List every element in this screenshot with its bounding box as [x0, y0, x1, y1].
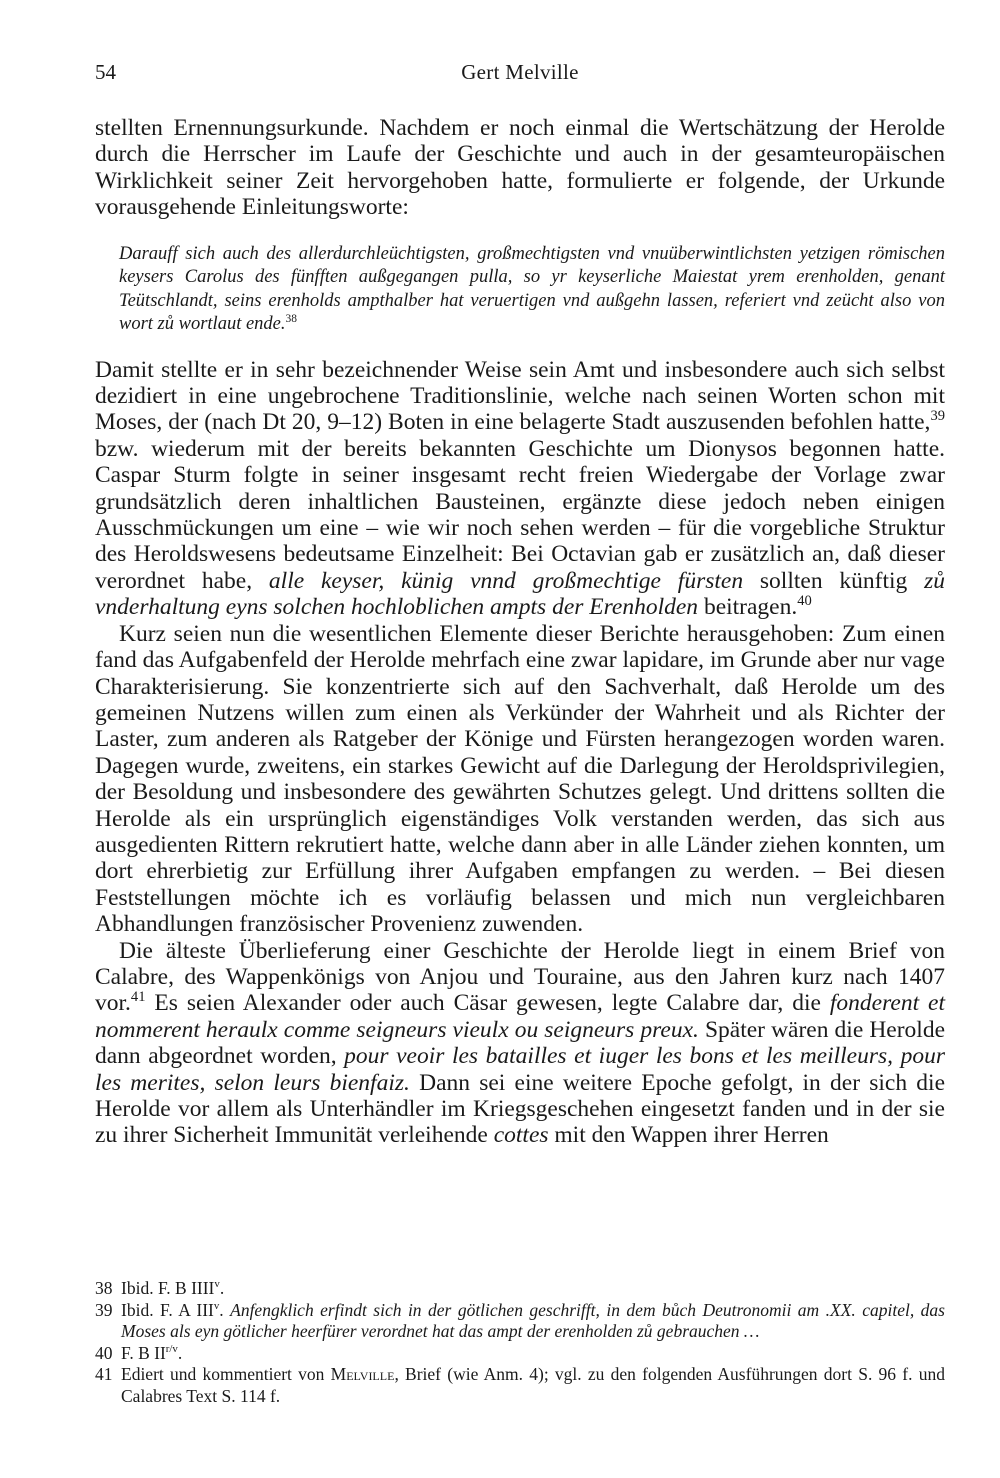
paragraph-3: Kurz seien nun die wesentlichen Elemente dieser Berichte herausgehoben: Zum einen fand das Aufgabenfeld der Herolde mehrfach eine zwar lapidare, im Grunde aber nur vage Charakterisierung. Sie konzentrierte sich auf den Sachverhalt, daß Herolde um des gemeinen Nutzens willen zum einen als Verkünder der Wahrheit und als Richter der Laster, zum anderen als Ratgeber der Könige und Fürsten herangezogen worden waren. Dagegen wurde, zweitens, ein starkes Gewicht auf die Darlegung der Heroldsprivilegien, der Besoldung und insbesondere des gewährten Schutzes gelegt. Und drittens sollten die Herolde als ein ursprünglich eigenständiges Volk verstanden werden, das sich aus ausgedienten Rittern rekrutiert hatte, welche dann aber in alle Länder ziehen konnten, um dort ehrerbietig zur Erfüllung ihrer Aufgaben empfangen zu werden. – Bei diesen Feststellungen möchte ich es vorläufig belassen und mich nun vergleichbaren Abhandlungen französischer Provenienz zuwenden.: [95, 620, 945, 938]
paragraph-2-text-d: beitragen.: [698, 594, 798, 621]
paragraph-4-quote-2: pour veoir les batailles et iuger les bons et les meilleurs, pour les merites, selon leurs bienfaiz.: [95, 1043, 945, 1096]
footnote-41: [95, 1364, 945, 1407]
footnote-quote: Anfengklich erfindt sich in der götlichen geschrifft, in dem bůch Deutronomii am .XX. capitel, das Moses als eyn götlicher heerfürer verordnet hat das ampt der erenholden zů gebrauchen …: [121, 1299, 945, 1341]
paragraph-4-text-e: mit den Wappen ihrer Herren: [548, 1122, 829, 1149]
folio-side: v: [214, 1278, 220, 1291]
paragraph-2: [95, 357, 945, 621]
footnote-citation: F. B II: [121, 1342, 166, 1363]
paragraph-2-text-b: bzw. wiederum mit der bereits bekannten Geschichte um Dionysos begonnen hatte. Caspar Sturm folgte in seiner insgesamt recht freien Wiedergabe der Vorlage zwar grundsätzlich deren inhaltlichen Bausteinen, ergänzte diese jedoch neben einigen Ausschmückungen um eine – wie wir noch sehen werden – für die vorgebliche Struktur des Heroldswesens bedeutsame Einzelheit: Bei Octavian gab er zusätzlich an, daß dieser verordnet habe,: [95, 435, 945, 594]
folio-side: v: [213, 1299, 220, 1312]
footnote-punct: .: [177, 1342, 183, 1363]
footnote-ref-38: 38: [285, 312, 297, 325]
paragraph-4: [95, 938, 945, 1149]
paragraph-4-quote-1: fonderent et nommerent heraulx comme seigneurs vieulx ou seigneurs preux.: [95, 990, 945, 1043]
footnotes: [95, 1278, 945, 1407]
paragraph-1: stellten Ernennungsurkunde. Nachdem er noch einmal die Wertschätzung der Herolde durch die Herrscher im Laufe der Geschichte und auch in der gesamteuropäischen Wirklichkeit seiner Zeit hervorgehoben hatte, formulierte er folgende, der Urkunde vorausgehende Einleitungsworte:: [95, 115, 945, 221]
footnote-number: 40: [95, 1342, 113, 1363]
paragraph-2-quote-1: alle keyser, künig vnnd großmechtige fürsten: [268, 567, 744, 594]
footnote-ref-41: 41: [130, 989, 146, 1006]
footnote-text-b: , Brief (wie Anm. 4); vgl. zu den folgenden Ausführungen dort S. 96 f. und Calabres Text S. 114 f.: [121, 1364, 945, 1406]
footnote-text-a: Ediert und kommentiert von: [121, 1364, 331, 1384]
footnote-text: [121, 1300, 945, 1343]
footnote-text: [121, 1278, 945, 1300]
folio-side: r/v: [165, 1342, 178, 1355]
paragraph-4-quote-3: cottes: [493, 1122, 549, 1149]
footnote-text: [121, 1343, 945, 1365]
block-quote-text: Darauff sich auch des allerdurchleüchtigsten, großmechtigsten vnd vnuüberwintlichsten yetzigen römischen keysers Carolus des fünfften außgegangen pulla, so yr keyserliche Maiestat yrem erenholden, genant Teütschlandt, seins erenholds ampthalber hat veruertigen vnd außgehn lassen, referiert vnd zeücht also von wort zů wortlaut ende.: [119, 243, 945, 335]
paragraph-4-text-d: Dann sei eine weitere Epoche gefolgt, in der sich die Herolde vor allem als Unterhändler im Kriegsgeschehen eingesetzt fanden und in der sie zu ihrer Sicherheit Immunität verleihende: [95, 1069, 946, 1149]
page-header: [95, 60, 945, 90]
paragraph-2-text-a: Damit stellte er in sehr bezeichnender Weise sein Amt und insbesondere auch sich selbst dezidiert in eine ungebrochene Traditionslinie, welche nach seinen Worten schon mit Moses, der (nach Dt 20, 9–12) Boten in eine belagerte Stadt auszusenden befohlen hatte,: [95, 356, 945, 436]
footnote-punct: .: [219, 1278, 225, 1298]
footnote-number: 41: [95, 1364, 113, 1384]
footnote-40: [95, 1343, 945, 1365]
footnote-number: 39: [95, 1299, 113, 1320]
footnote-38: [95, 1278, 945, 1300]
footnote-punct: .: [219, 1299, 231, 1320]
footnote-ref-39: 39: [930, 408, 945, 425]
footnote-number: 38: [95, 1278, 113, 1298]
footnote-author: Melville: [330, 1364, 395, 1384]
footnote-text: [121, 1364, 945, 1407]
paragraph-2-text-c: sollten künftig: [743, 567, 925, 594]
paragraph-4-text-a: Die älteste Überlieferung einer Geschichte der Herolde liegt in einem Brief von Calabre, des Wappenkönigs von Anjou und Touraine, aus den Jahren kurz nach 1407 vor.: [95, 937, 945, 1017]
paragraph-4-text-b: Es seien Alexander oder auch Cäsar gewesen, legte Calabre dar, die: [145, 990, 830, 1017]
block-quote: [119, 243, 945, 337]
footnote-citation: Ibid. F. A III: [121, 1299, 214, 1320]
running-head: Gert Melville: [461, 60, 579, 84]
footnote-39: [95, 1300, 945, 1343]
page-number: 54: [95, 60, 116, 84]
paragraph-2-quote-2: zů vnderhaltung eyns solchen hochloblichen ampts der Erenholden: [95, 567, 945, 621]
main-text: [95, 115, 945, 1149]
footnote-ref-40: 40: [797, 593, 812, 610]
paragraph-4-text-c: Später wären die Herolde dann abgeordnet worden,: [95, 1016, 946, 1070]
footnote-citation: Ibid. F. B IIII: [121, 1278, 215, 1298]
